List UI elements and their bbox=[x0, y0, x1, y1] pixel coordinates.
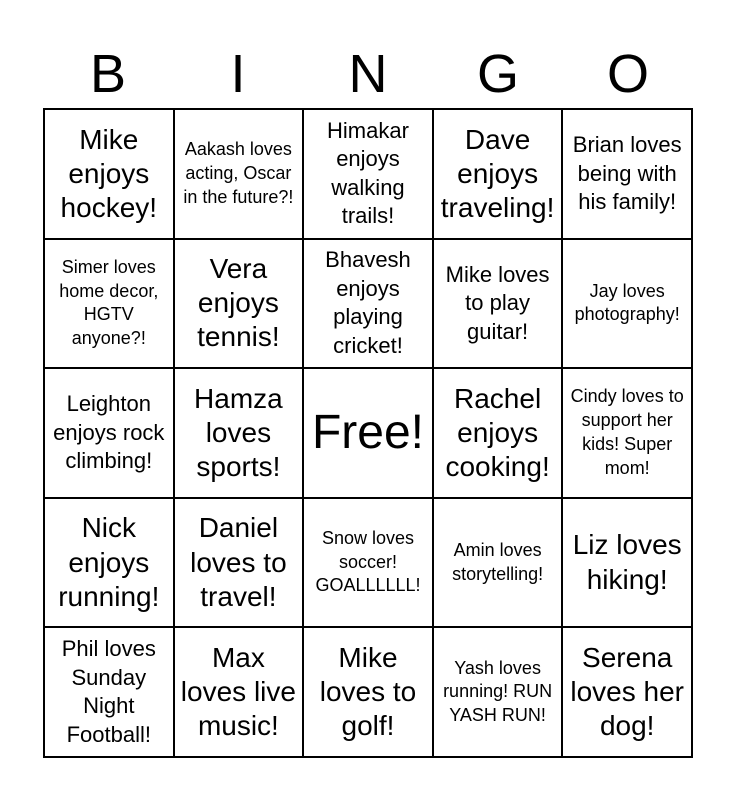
cell-text: Mike loves to golf! bbox=[319, 641, 417, 742]
cell-text: Brian loves being with his family! bbox=[572, 131, 682, 215]
bingo-cell[interactable] bbox=[562, 498, 692, 628]
cell-text: Yash loves running! RUN YASH RUN! bbox=[443, 657, 553, 726]
bingo-cell[interactable] bbox=[174, 239, 304, 369]
bingo-cell[interactable] bbox=[174, 498, 304, 628]
cell-text: Rachel enjoys cooking! bbox=[445, 382, 550, 483]
bingo-cell[interactable] bbox=[174, 627, 304, 757]
bingo-cell[interactable] bbox=[433, 109, 563, 239]
bingo-cell[interactable] bbox=[562, 627, 692, 757]
bingo-cell[interactable] bbox=[44, 109, 174, 239]
cell-text: Bhavesh enjoys playing cricket! bbox=[325, 247, 411, 358]
cell-text: Max loves live music! bbox=[180, 641, 296, 742]
cell-text: Mike enjoys hockey! bbox=[60, 123, 158, 223]
bingo-cell[interactable] bbox=[433, 498, 563, 628]
cell-text: Serena loves her dog! bbox=[570, 641, 684, 742]
cell-text: Cindy loves to support her kids! Super mom! bbox=[570, 386, 684, 478]
cell-text: Simer loves home decor, HGTV anyone?! bbox=[59, 256, 159, 349]
header-letter-n: N bbox=[348, 44, 388, 104]
bingo-cell[interactable] bbox=[433, 239, 563, 369]
bingo-header bbox=[43, 40, 693, 108]
header-letter-o: O bbox=[606, 44, 649, 104]
cell-text: Amin loves storytelling! bbox=[452, 539, 544, 584]
cell-text: Dave enjoys traveling! bbox=[440, 123, 555, 223]
bingo-cell[interactable] bbox=[174, 109, 304, 239]
bingo-cell[interactable] bbox=[433, 368, 563, 498]
bingo-cell[interactable] bbox=[562, 239, 692, 369]
bingo-cell[interactable] bbox=[174, 368, 304, 498]
bingo-cell[interactable] bbox=[303, 239, 433, 369]
cell-text: Jay loves photography! bbox=[574, 280, 680, 325]
bingo-cell[interactable] bbox=[303, 627, 433, 757]
cell-text: Phil loves Sunday Night Football! bbox=[61, 636, 156, 747]
cell-text: Hamza loves sports! bbox=[194, 382, 283, 483]
cell-text: Nick enjoys running! bbox=[58, 512, 160, 612]
cell-text: Leighton enjoys rock climbing! bbox=[53, 391, 165, 474]
bingo-cell[interactable] bbox=[303, 109, 433, 239]
bingo-cell[interactable] bbox=[433, 627, 563, 757]
bingo-cell[interactable] bbox=[562, 109, 692, 239]
bingo-cell[interactable] bbox=[44, 498, 174, 628]
header-letter-g: G bbox=[476, 44, 519, 104]
cell-text: Snow loves soccer! GOALLLLLL! bbox=[315, 527, 421, 596]
bingo-cell[interactable] bbox=[44, 368, 174, 498]
bingo-cell[interactable] bbox=[44, 239, 174, 369]
free-space-cell[interactable] bbox=[303, 368, 433, 498]
bingo-board bbox=[43, 108, 693, 758]
cell-text: Daniel loves to travel! bbox=[190, 512, 287, 612]
cell-text: Mike loves to play guitar! bbox=[445, 261, 550, 344]
cell-text: Aakash loves acting, Oscar in the future?! bbox=[183, 139, 294, 207]
header-letter-i: I bbox=[230, 44, 246, 104]
header-letter-b: B bbox=[89, 44, 127, 104]
bingo-cell[interactable] bbox=[303, 498, 433, 628]
bingo-cell[interactable] bbox=[44, 627, 174, 757]
cell-text: Vera enjoys tennis! bbox=[197, 253, 280, 353]
bingo-cell[interactable] bbox=[562, 368, 692, 498]
cell-text: Liz loves hiking! bbox=[572, 529, 682, 595]
free-space-text: Free! bbox=[311, 405, 424, 459]
cell-text: Himakar enjoys walking trails! bbox=[327, 117, 409, 229]
